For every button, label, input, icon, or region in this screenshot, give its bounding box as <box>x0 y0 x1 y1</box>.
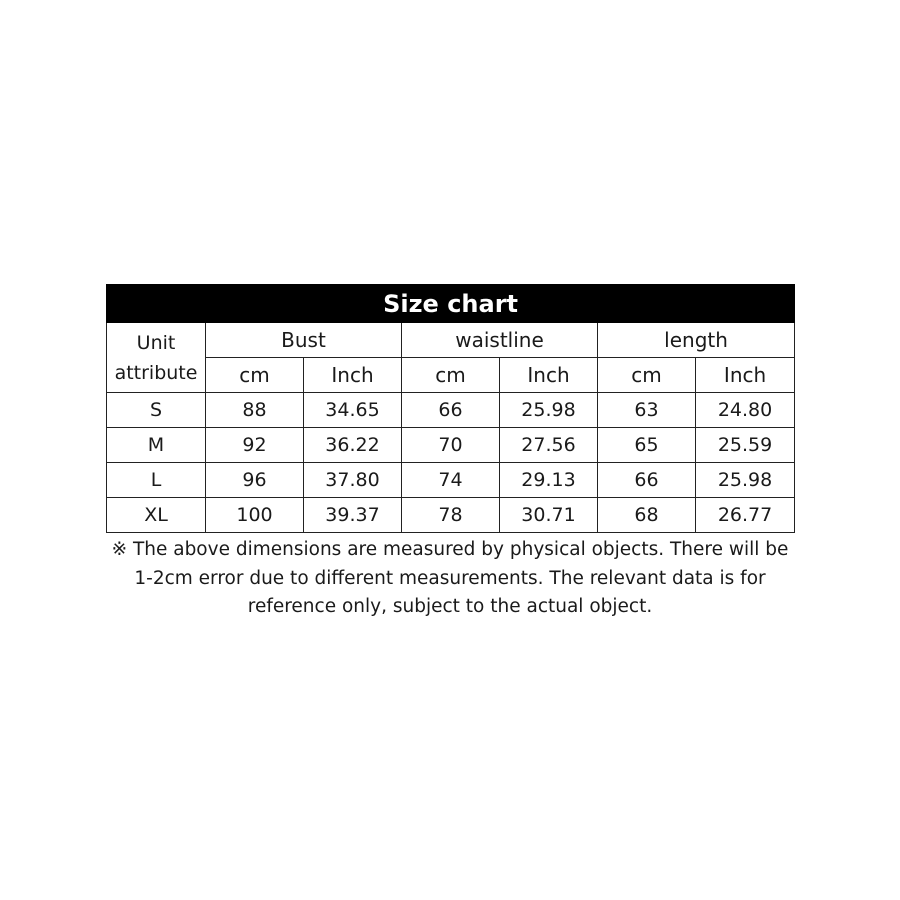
group-header-bust: Bust <box>206 323 402 358</box>
table-cell: 29.13 <box>500 463 598 498</box>
table-cell: 25.98 <box>500 393 598 428</box>
unit-header: Inch <box>500 358 598 393</box>
unit-header: Inch <box>696 358 795 393</box>
table-cell: 66 <box>402 393 500 428</box>
size-label: S <box>107 393 206 428</box>
table-cell: 66 <box>598 463 696 498</box>
size-label: L <box>107 463 206 498</box>
footnote <box>100 536 800 622</box>
table-row <box>107 498 795 533</box>
table-cell: 26.77 <box>696 498 795 533</box>
table-cell: 36.22 <box>304 428 402 463</box>
table-cell: 65 <box>598 428 696 463</box>
table-cell: 34.65 <box>304 393 402 428</box>
table-row <box>107 428 795 463</box>
footnote-line: ※ The above dimensions are measured by physical objects. There will be <box>111 539 789 560</box>
table-cell: 25.98 <box>696 463 795 498</box>
unit-label: Unit <box>136 331 176 354</box>
footnote-line: reference only, subject to the actual object. <box>247 596 653 617</box>
footnote-line: 1-2cm error due to different measurements. The relevant data is for <box>134 567 766 589</box>
size-label: M <box>107 428 206 463</box>
table-cell: 92 <box>206 428 304 463</box>
table-cell: 63 <box>598 393 696 428</box>
table-title: Size chart <box>107 285 795 323</box>
table-cell: 70 <box>402 428 500 463</box>
attribute-label: attribute <box>114 361 198 384</box>
table-cell: 78 <box>402 498 500 533</box>
group-header-waistline: waistline <box>402 323 598 358</box>
table-cell: 96 <box>206 463 304 498</box>
table-row <box>107 393 795 428</box>
table-cell: 25.59 <box>696 428 795 463</box>
unit-header: cm <box>206 358 304 393</box>
size-chart-table <box>106 284 795 533</box>
table-cell: 30.71 <box>500 498 598 533</box>
unit-header: cm <box>402 358 500 393</box>
table-cell: 37.80 <box>304 463 402 498</box>
table-cell: 88 <box>206 393 304 428</box>
table-cell: 100 <box>206 498 304 533</box>
table-cell: 27.56 <box>500 428 598 463</box>
unit-attribute-header <box>107 323 206 393</box>
group-header-length: length <box>598 323 795 358</box>
size-label: XL <box>107 498 206 533</box>
unit-header: Inch <box>304 358 402 393</box>
table-cell: 68 <box>598 498 696 533</box>
table-cell: 39.37 <box>304 498 402 533</box>
table-cell: 24.80 <box>696 393 795 428</box>
unit-header: cm <box>598 358 696 393</box>
table-cell: 74 <box>402 463 500 498</box>
table-row <box>107 463 795 498</box>
